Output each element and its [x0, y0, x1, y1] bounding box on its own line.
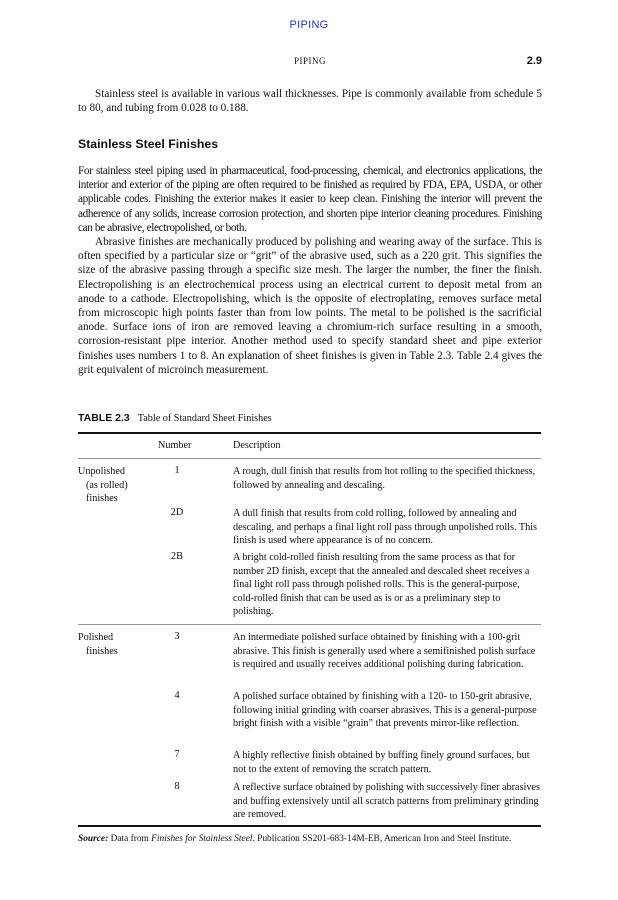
finishes-body	[78, 164, 542, 377]
finish-number: 3	[174, 631, 180, 642]
finish-description: An intermediate polished surface obtained by finishing with a 100-grit abrasive. This finish is generally used where a semifinished polish surface is required and usually receives additional polishing during fabrication.	[233, 632, 536, 671]
table-header-rule	[78, 458, 541, 459]
finish-number: 4	[174, 690, 180, 701]
category-line: Unpolished	[78, 466, 125, 477]
category-line: (as rolled)	[86, 479, 128, 491]
table-label: TABLE 2.3	[78, 412, 130, 424]
category-line: finishes	[86, 645, 118, 657]
finish-number: 2D	[170, 507, 184, 518]
column-header-number: Number	[158, 440, 192, 451]
intro-paragraph: Stainless steel is available in various wall thicknesses. Pipe is commonly available from schedule 5 to 80, and tubing from 0.028 to 0.188.	[78, 88, 542, 115]
finish-number: 1	[174, 465, 180, 476]
paragraph-abrasive-electropolish: Abrasive finishes are mechanically produced by polishing and wearing away of the surface. This is often specified by a particular size or “grit” of the abrasive used, such as a 220 grit. This signifies the size of the abrasive passing through a specific size mesh. The larger the number, the finer the finish. Electropolishing is an electrochemical process using an electrical current to deposit metal from an anode to a cathode. Electropolishing, which is the opposite of electroplating, removes surface metal from microscopic high points faster than from low points. The metal to be polished is the sacrificial anode. Surface ions of iron are removed leaving a chromium-rich surface resulting in a smooth, corrosion-resistant pipe interior. Another method used to specify standard sheet and pipe exterior finishes uses numbers 1 to 8. An explanation of sheet finishes is given in Table 2.3. Table 2.4 gives the grit equivalent of microinch measurement.	[78, 236, 542, 376]
category-polished	[78, 631, 118, 658]
finish-description: A reflective surface obtained by polishing with successively finer abrasives and buffing extensively until all scratch patterns from preliminary grinding are removed.	[233, 782, 540, 821]
source-label: Source:	[78, 834, 109, 844]
table-bottom-rule	[78, 825, 541, 827]
finish-number: 2B	[171, 551, 183, 562]
paragraph-finishing-requirements: For stainless steel piping used in pharmaceutical, food-processing, chemical, and electronics applications, the interior and exterior of the piping are often required to be finished as required by FDA, EPA, USDA, or other applicable codes. Finishing the exterior makes it easier to keep clean. Finishing the interior will prevent the adherence of any solids, increase corrosion protection, and shorten pipe interior cleaning procedures. Finishing can be abrasive, electropolished, or both.	[78, 165, 542, 234]
finish-description: A dull finish that results from cold rolling, followed by annealing and descaling, and perhaps a final light roll pass through unpolished rolls. This finish is used where appearance is of no concern.	[233, 508, 537, 547]
section-heading: Stainless Steel Finishes	[78, 137, 219, 151]
table-top-rule	[78, 432, 541, 434]
category-line: finishes	[86, 493, 118, 504]
category-line: Polished	[78, 632, 114, 643]
finish-description: A bright cold-rolled finish resulting from the same process as that for number 2D finish, except that the annealed and descaled sheet receives a final light roll pass through polished rolls. This is the general-purpose, cold-rolled finish that can be used as is or as a preliminary step to polishing.	[233, 552, 530, 618]
page-number: 2.9	[526, 55, 542, 67]
table-caption	[78, 412, 272, 424]
table-caption-text: Table of Standard Sheet Finishes	[137, 413, 272, 424]
source-publication-title: Finishes for Stainless Steel	[151, 834, 253, 844]
source-text-before: Data from	[110, 834, 149, 844]
table-group-rule	[78, 624, 541, 625]
running-header-title: PIPING	[293, 56, 326, 66]
column-header-description: Description	[233, 440, 281, 451]
running-header	[78, 55, 542, 69]
category-unpolished	[78, 465, 128, 506]
source-text-after: . Publication SS201-683-14M-EB, American Iron and Steel Institute.	[252, 834, 512, 844]
table-source-note	[78, 833, 541, 846]
finish-number: 7	[174, 749, 180, 760]
finish-description: A rough, dull finish that results from hot rolling to the specified thickness, followed by annealing and descaling.	[233, 466, 536, 491]
finish-number: 8	[174, 781, 180, 792]
top-title-link[interactable]: PIPING	[289, 19, 329, 31]
finish-description: A highly reflective finish obtained by buffing finely ground surfaces, but not to the extent of removing the scratch pattern.	[233, 750, 530, 775]
finish-description: A polished surface obtained by finishing with a 120- to 150-grit abrasive, following initial grinding with coarser abrasives. This is a general-purpose bright finish with a visible “grain” that prevents mirror-like reflection.	[233, 691, 537, 730]
